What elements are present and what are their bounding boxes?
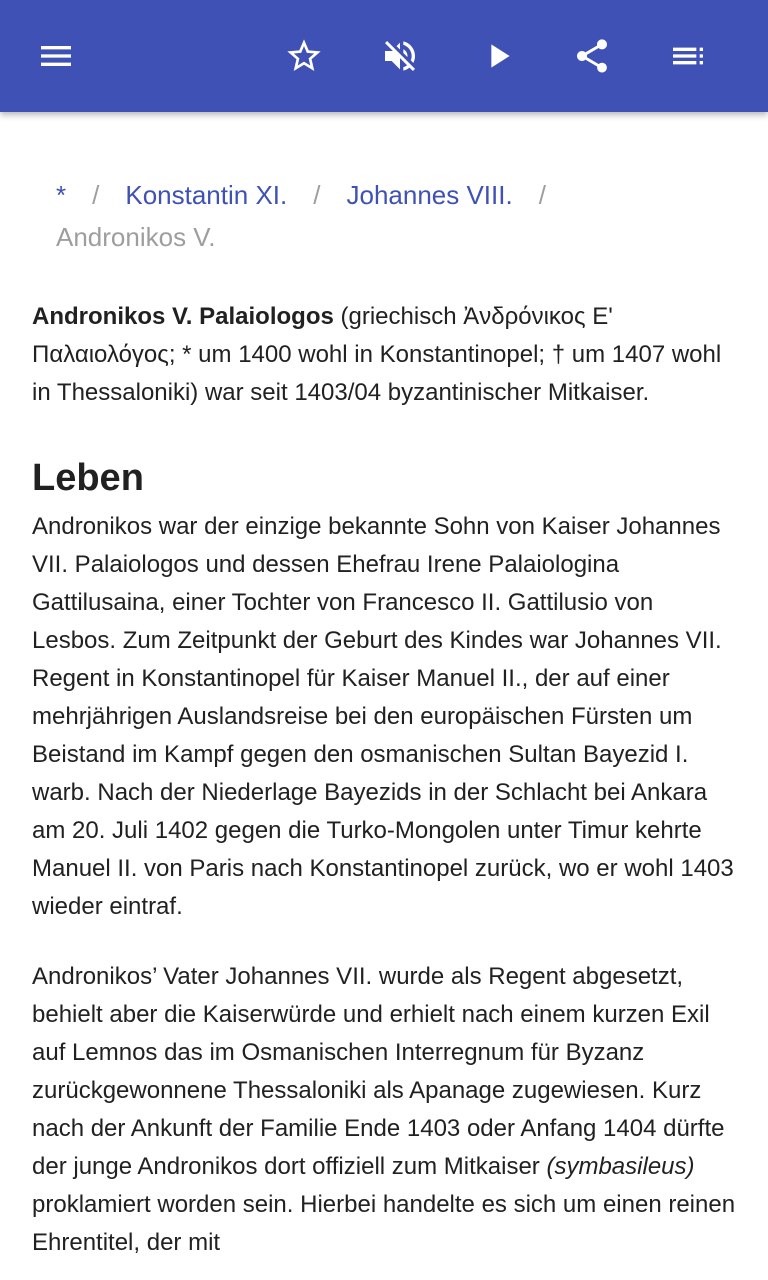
menu-icon	[36, 36, 76, 76]
article-subject: Andronikos V. Palaiologos	[32, 303, 334, 330]
breadcrumb-separator: /	[313, 180, 321, 210]
breadcrumb-link-johannes-viii[interactable]: Johannes VIII.	[346, 180, 513, 210]
breadcrumb-separator: /	[538, 180, 546, 210]
play-icon	[478, 36, 518, 76]
section-heading: Leben	[32, 457, 144, 499]
paragraph: Andronikos war der einzige bekannte Sohn von Kaiser Johannes VII. Palaiologos und dessen Ehefrau Irene Palaiologina Gattilusaina, einer Tochter von Francesco II. Gattilusio von Lesbos. Zum Zeitpunkt der Geburt des Kindes war Johannes VII. Regent in Konstantinopel für Kaiser Manuel II., der auf einer mehrjährigen Auslandsreise bei den europäischen Fürsten um Beistand im Kampf gegen den osmanischen Sultan Bayezid I. warb. Nach der Niederlage Bayezids in der Schlacht bei Ankara am 20. Juli 1402 gegen die Turko-Mongolen unter Timur kehrte Manuel II. von Paris nach Konstantinopel zurück, wo er wohl 1403 wieder eintraf.	[32, 513, 734, 920]
table-of-contents-button[interactable]	[660, 28, 716, 84]
share-icon	[572, 36, 612, 76]
breadcrumb-link-konstantin-xi[interactable]: Konstantin XI.	[125, 180, 288, 210]
breadcrumb-separator: /	[92, 180, 100, 210]
breadcrumb-current: Andronikos V.	[56, 222, 216, 252]
favorite-button[interactable]	[276, 28, 332, 84]
share-button[interactable]	[564, 28, 620, 84]
volume-off-icon	[380, 36, 420, 76]
star-outline-icon	[284, 36, 324, 76]
paragraph-italic-term: (symbasileus)	[546, 1153, 695, 1180]
breadcrumb-link-home[interactable]: *	[56, 180, 67, 210]
intro-paragraph	[32, 298, 736, 412]
intro-text: (griechisch Ἀνδρόνικος Ε' Παλαιολόγος; * um 1400 wohl in Konstantinopel; † um 1407 wohl in Thessaloniki) war seit 1403/04 byzantinischer Mitkaiser.	[32, 303, 722, 406]
app-bar	[0, 0, 768, 112]
paragraph	[32, 958, 736, 1262]
paragraph-text: proklamiert worden sein. Hierbei handelte es sich um einen reinen Ehrentitel, der mit	[32, 1191, 736, 1256]
article-content	[32, 112, 736, 1280]
breadcrumb	[56, 174, 716, 258]
menu-button[interactable]	[28, 28, 84, 84]
play-button[interactable]	[470, 28, 526, 84]
list-icon	[668, 36, 708, 76]
paragraph-text: Andronikos’ Vater Johannes VII. wurde als Regent abgesetzt, behielt aber die Kaiserwürde und erhielt nach einem kurzen Exil auf Lemnos das im Osmanischen Interregnum für Byzanz zurückgewonnene Thessaloniki als Apanage zugewiesen. Kurz nach der Ankunft der Familie Ende 1403 oder Anfang 1404 dürfte der junge Andronikos dort offiziell zum Mitkaiser	[32, 963, 725, 1180]
mute-button[interactable]	[372, 28, 428, 84]
